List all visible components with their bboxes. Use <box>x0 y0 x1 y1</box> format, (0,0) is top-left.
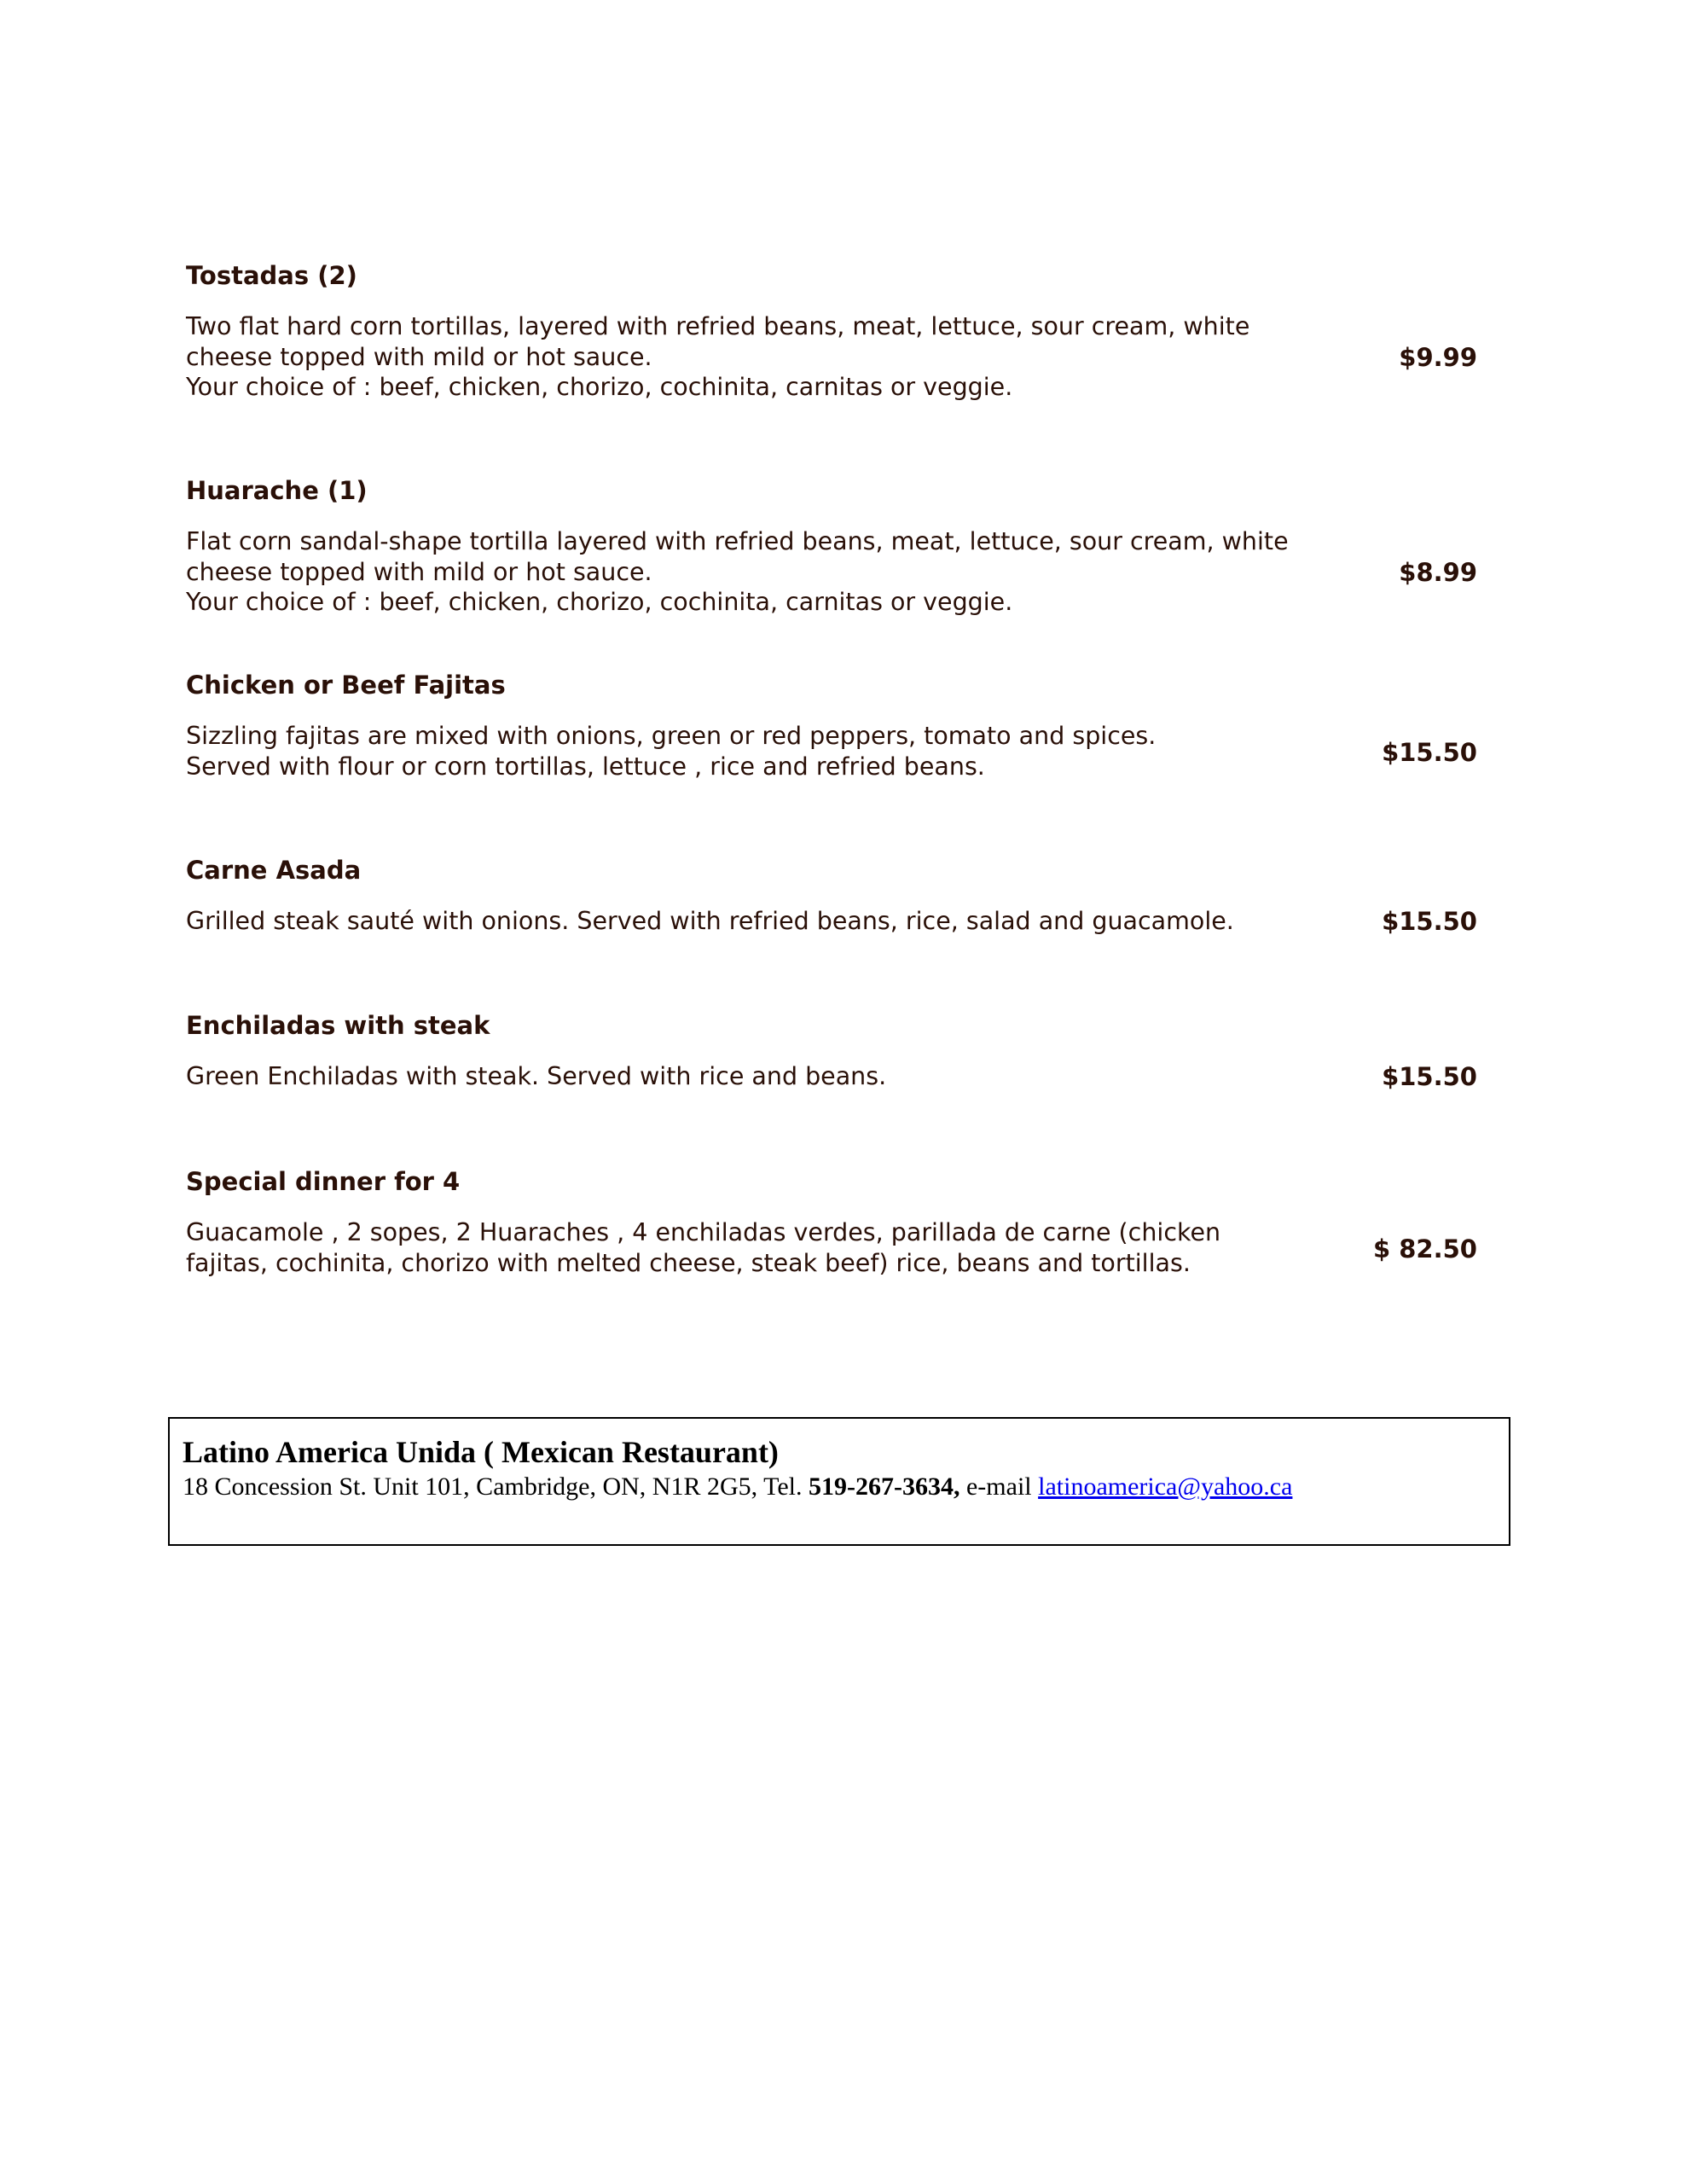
description-line: Guacamole , 2 sopes, 2 Huaraches , 4 enchiladas verdes, parillada de carne (chicken <box>186 1218 1221 1246</box>
item-price: $15.50 <box>1382 907 1477 936</box>
address-text: 18 Concession St. Unit 101, Cambridge, ON, N1R 2G5, Tel. <box>183 1472 803 1501</box>
description-line: cheese topped with mild or hot sauce. <box>186 557 652 586</box>
item-title: Chicken or Beef Fajitas <box>186 671 506 700</box>
item-description <box>186 906 1234 937</box>
item-price: $15.50 <box>1382 738 1477 767</box>
item-description <box>186 311 1249 403</box>
item-title: Tostadas (2) <box>186 261 357 290</box>
description-line: cheese topped with mild or hot sauce. <box>186 342 652 371</box>
description-line: Your choice of : beef, chicken, chorizo, cochinita, carnitas or veggie. <box>186 588 1013 616</box>
description-line: Your choice of : beef, chicken, chorizo, cochinita, carnitas or veggie. <box>186 373 1013 401</box>
description-line: Sizzling fajitas are mixed with onions, green or red peppers, tomato and spices. <box>186 722 1157 750</box>
item-price: $ 82.50 <box>1372 1234 1477 1263</box>
item-description <box>186 721 1156 781</box>
phone-number: 519-267-3634, <box>809 1472 960 1501</box>
email-label: e-mail <box>965 1472 1032 1501</box>
item-description <box>186 1061 886 1092</box>
item-title: Special dinner for 4 <box>186 1167 461 1196</box>
item-price: $15.50 <box>1382 1062 1477 1091</box>
email-link[interactable]: latinoamerica@yahoo.ca <box>1038 1472 1293 1501</box>
description-line: Grilled steak sauté with onions. Served with refried beans, rice, salad and guacamole. <box>186 907 1234 935</box>
restaurant-info-box <box>168 1417 1510 1546</box>
description-line: Green Enchiladas with steak. Served with rice and beans. <box>186 1062 887 1090</box>
item-title: Enchiladas with steak <box>186 1011 490 1040</box>
item-price: $8.99 <box>1399 558 1477 587</box>
restaurant-name: Latino America Unida ( Mexican Restaurant) <box>183 1435 779 1469</box>
item-title: Huarache (1) <box>186 476 368 505</box>
restaurant-address <box>183 1472 1292 1502</box>
description-line: Two flat hard corn tortillas, layered with refried beans, meat, lettuce, sour cream, white <box>186 312 1250 340</box>
item-title: Carne Asada <box>186 856 362 885</box>
description-line: fajitas, cochinita, chorizo with melted cheese, steak beef) rice, beans and tortillas. <box>186 1248 1191 1277</box>
item-description <box>186 526 1289 618</box>
item-description <box>186 1217 1220 1278</box>
description-line: Flat corn sandal-shape tortilla layered with refried beans, meat, lettuce, sour cream, white <box>186 527 1289 555</box>
description-line: Served with flour or corn tortillas, lettuce , rice and refried beans. <box>186 752 985 781</box>
item-price: $9.99 <box>1399 343 1477 372</box>
